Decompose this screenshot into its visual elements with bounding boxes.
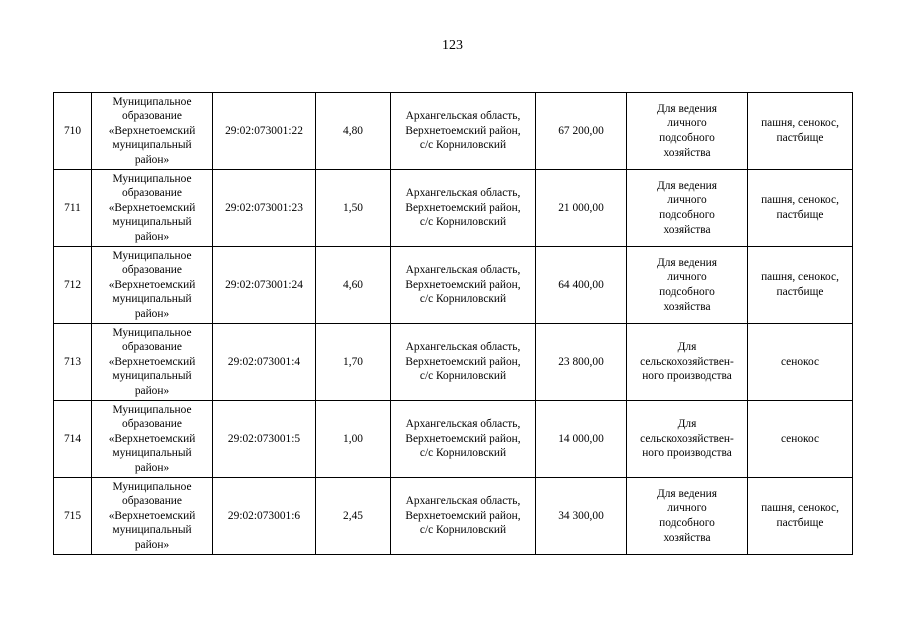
row-number: 714 — [54, 401, 92, 478]
area-cell: 2,45 — [316, 478, 391, 555]
land-use-cell: пашня, сенокос, пастбище — [748, 93, 853, 170]
land-registry-table — [53, 92, 853, 555]
row-number: 713 — [54, 324, 92, 401]
owner-cell: Муниципальное образование «Верхнетоемский муниципальный район» — [92, 478, 213, 555]
cadastral-number-cell: 29:02:073001:22 — [213, 93, 316, 170]
location-cell: Архангельская область, Верхнетоемский район, с/с Корниловский — [391, 324, 536, 401]
value-cell: 67 200,00 — [536, 93, 627, 170]
purpose-cell: Для ведения личного подсобного хозяйства — [627, 93, 748, 170]
page-number: 123 — [442, 38, 463, 53]
table-row — [54, 478, 853, 555]
cadastral-number-cell: 29:02:073001:5 — [213, 401, 316, 478]
cadastral-number-cell: 29:02:073001:4 — [213, 324, 316, 401]
location-cell: Архангельская область, Верхнетоемский район, с/с Корниловский — [391, 247, 536, 324]
purpose-cell: Для сельскохозяйствен- ного производства — [627, 324, 748, 401]
row-number: 715 — [54, 478, 92, 555]
purpose-cell: Для ведения личного подсобного хозяйства — [627, 478, 748, 555]
value-cell: 21 000,00 — [536, 170, 627, 247]
table-row — [54, 401, 853, 478]
owner-cell: Муниципальное образование «Верхнетоемский муниципальный район» — [92, 324, 213, 401]
row-number: 711 — [54, 170, 92, 247]
purpose-cell: Для ведения личного подсобного хозяйства — [627, 247, 748, 324]
area-cell: 1,50 — [316, 170, 391, 247]
area-cell: 1,00 — [316, 401, 391, 478]
owner-cell: Муниципальное образование «Верхнетоемский муниципальный район» — [92, 170, 213, 247]
table-row — [54, 247, 853, 324]
value-cell: 34 300,00 — [536, 478, 627, 555]
purpose-cell: Для ведения личного подсобного хозяйства — [627, 170, 748, 247]
owner-cell: Муниципальное образование «Верхнетоемский муниципальный район» — [92, 247, 213, 324]
row-number: 712 — [54, 247, 92, 324]
value-cell: 64 400,00 — [536, 247, 627, 324]
owner-cell: Муниципальное образование «Верхнетоемский муниципальный район» — [92, 93, 213, 170]
value-cell: 23 800,00 — [536, 324, 627, 401]
location-cell: Архангельская область, Верхнетоемский район, с/с Корниловский — [391, 478, 536, 555]
area-cell: 4,60 — [316, 247, 391, 324]
value-cell: 14 000,00 — [536, 401, 627, 478]
purpose-cell: Для сельскохозяйствен- ного производства — [627, 401, 748, 478]
cadastral-number-cell: 29:02:073001:24 — [213, 247, 316, 324]
cadastral-number-cell: 29:02:073001:23 — [213, 170, 316, 247]
location-cell: Архангельская область, Верхнетоемский район, с/с Корниловский — [391, 170, 536, 247]
area-cell: 1,70 — [316, 324, 391, 401]
table-row — [54, 170, 853, 247]
land-use-cell: сенокос — [748, 401, 853, 478]
cadastral-number-cell: 29:02:073001:6 — [213, 478, 316, 555]
owner-cell: Муниципальное образование «Верхнетоемский муниципальный район» — [92, 401, 213, 478]
land-use-cell: пашня, сенокос, пастбище — [748, 478, 853, 555]
table-row — [54, 93, 853, 170]
land-use-cell: пашня, сенокос, пастбище — [748, 170, 853, 247]
location-cell: Архангельская область, Верхнетоемский район, с/с Корниловский — [391, 93, 536, 170]
location-cell: Архангельская область, Верхнетоемский район, с/с Корниловский — [391, 401, 536, 478]
area-cell: 4,80 — [316, 93, 391, 170]
row-number: 710 — [54, 93, 92, 170]
table-row — [54, 324, 853, 401]
land-use-cell: сенокос — [748, 324, 853, 401]
land-use-cell: пашня, сенокос, пастбище — [748, 247, 853, 324]
